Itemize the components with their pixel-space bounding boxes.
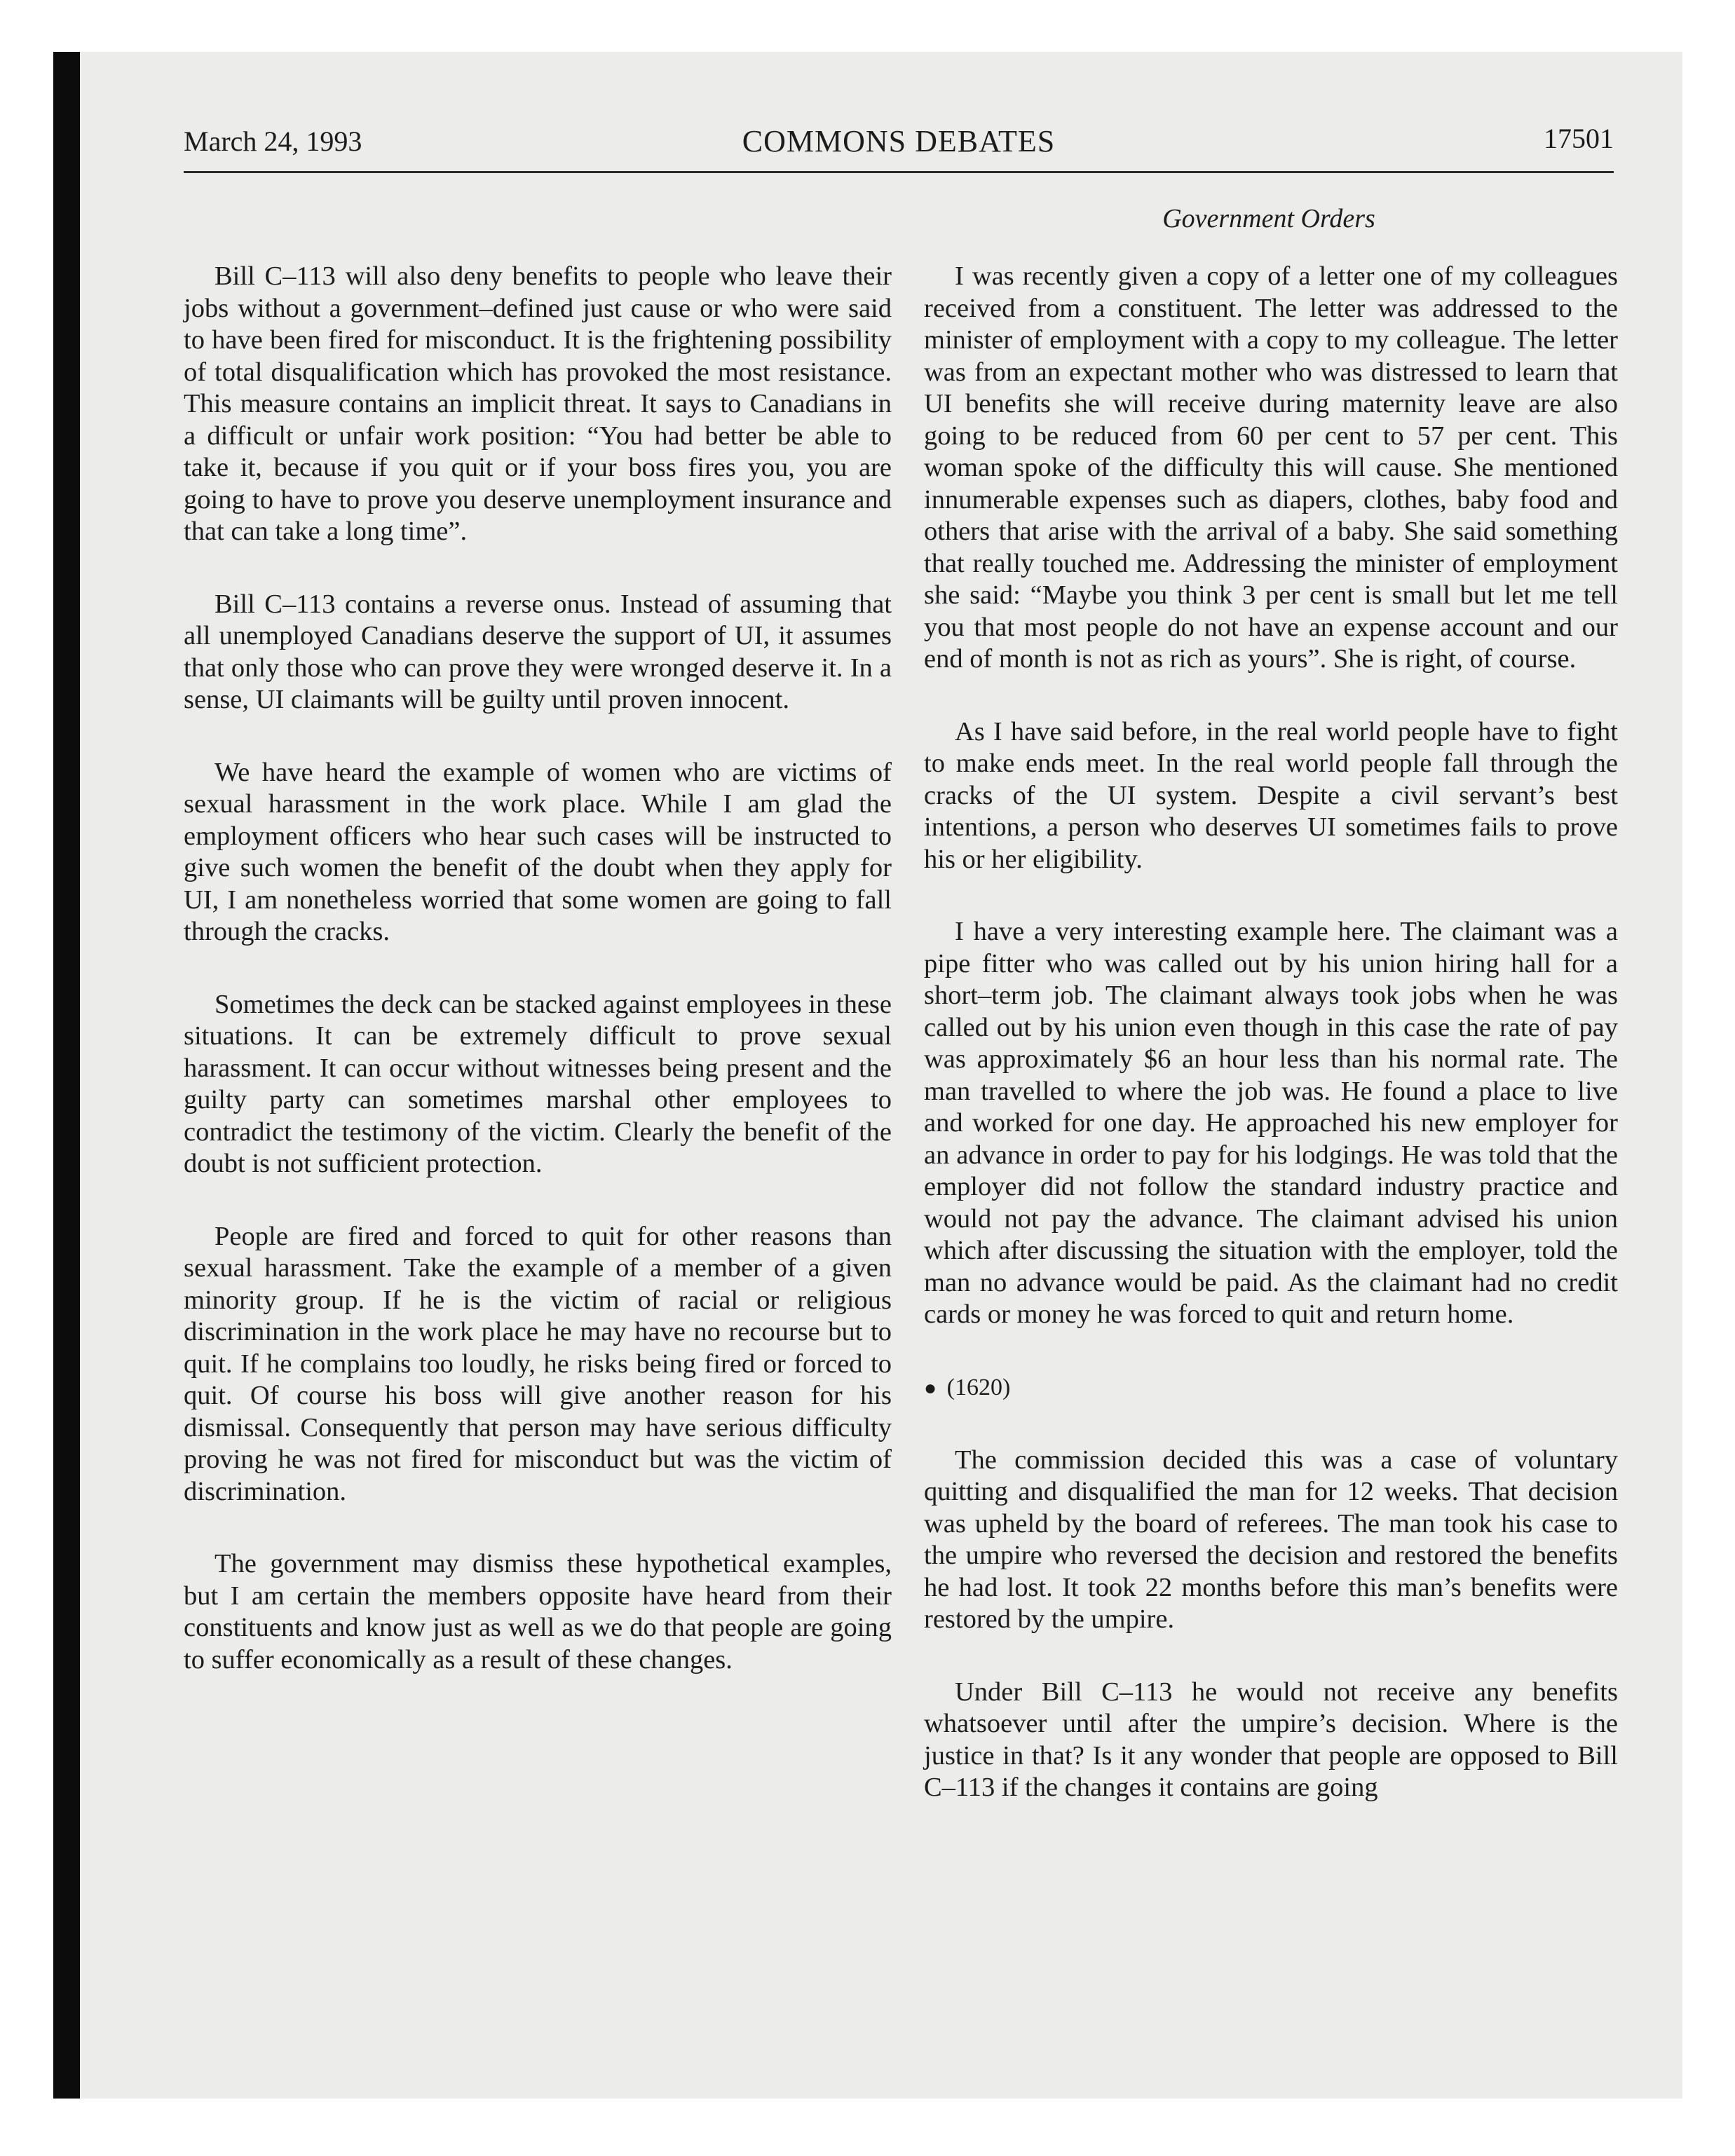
paragraph: As I have said before, in the real world people have to fight to make ends meet. In the real world people fall through the cracks of the UI system. Despite a civil servant’s best intentions, a person who deserves UI sometimes fails to prove his or her eligibility. [924,716,1618,874]
page-number: 17501 [1544,123,1614,154]
paragraph: We have heard the example of women who are victims of sexual harassment in the work place. While I am glad the employment officers who hear such cases will be instructed to give such women the benefit of the doubt when they apply for UI, I am nonetheless worried that some women are going to fall through the cracks. [184,757,892,946]
paragraph: People are fired and forced to quit for other reasons than sexual harassment. Take the example of a member of a given minority group. If he is the victim of racial or religious discrimination in the work place he may have no recourse but to quit. If he complains too loudly, he risks being fired or forced to quit. Of course his boss will give another reason for his dismissal. Consequently that person may have serious difficulty proving he was not fired for misconduct but was the victim of discrimination. [184,1221,892,1506]
header-rule [184,171,1614,173]
paragraph: The commission decided this was a case of voluntary quitting and disqualified the man for 12 weeks. That decision was upheld by the board of referees. The man took his case to the umpire who reversed the decision and restored the benefits he had lost. It took 22 months before this man’s benefits were restored by the umpire. [924,1445,1618,1634]
paragraph: Bill C–113 will also deny benefits to people who leave their jobs without a government–defined just cause or who were said to have been fired for misconduct. It is the frightening possibility of total disqualification which has provoked the most resistance. This measure contains an implicit threat. It says to Canadians in a difficult or unfair work position: “You had better be able to take it, because if you quit or if your boss fires you, you are going to have to prove you deserve unemployment insurance and that can take a long time”. [184,261,892,546]
time-marker [924,1372,1618,1404]
left-column [184,261,892,1717]
binding-shadow [53,52,80,2099]
paragraph: Sometimes the deck can be stacked against employees in these situations. It can be extremely difficult to prove sexual harassment. It can occur without witnesses being present and the guilty party can sometimes marshal other employees to contradict the testimony of the victim. Clearly the benefit of the doubt is not sufficient protection. [184,989,892,1178]
header-date: March 24, 1993 [184,125,362,157]
time-marker-text: (1620) [946,1374,1011,1400]
paragraph: The government may dismiss these hypothetical examples, but I am certain the members opposite have heard from their constituents and know just as well as we do that people are going to suffer economically as a result of these changes. [184,1549,892,1674]
paragraph: I have a very interesting example here. The claimant was a pipe fitter who was called out by his union hiring hall for a short–term job. The claimant always took jobs when he was called out by his union even though in this case the rate of pay was approximately $6 an hour less than his normal rate. The man travelled to where the job was. He found a place to live and worked for one day. He approached his new employer for an advance in order to pay for his lodgings. He was told that the employer did not follow the standard industry practice and would not pay the advance. The claimant advised his union which after discussing the situation with the employer, told the man no advance would be paid. As the claimant had no credit cards or money he was forced to quit and return home. [924,917,1618,1329]
header-title: COMMONS DEBATES [742,124,1056,158]
paragraph: Under Bill C–113 he would not receive any benefits whatsoever until after the umpire’s decision. Where is the justice in that? Is it any wonder that people are opposed to Bill C–113 if the changes it contains are going [924,1677,1618,1802]
section-title: Government Orders [1162,204,1375,233]
paragraph: Bill C–113 contains a reverse onus. Instead of assuming that all unemployed Canadians deserve the support of UI, it assumes that only those who can prove they were wronged deserve it. In a sense, UI claimants will be guilty until proven innocent. [184,589,892,714]
page-header [184,118,1614,167]
right-column [924,261,1618,1845]
bullet-icon: ● [924,1376,937,1400]
paragraph: I was recently given a copy of a letter one of my colleagues received from a constituent. The letter was addressed to the minister of employment with a copy to my colleague. The letter was from an expectant mother who was distressed to learn that UI benefits she will receive during maternity leave are also going to be reduced from 60 per cent to 57 per cent. This woman spoke of the difficulty this will cause. She mentioned innumerable expenses such as diapers, clothes, baby food and others that arise with the arrival of a baby. She said something that really touched me. Addressing the minister of employment she said: “Maybe you think 3 per cent is small but let me tell you that most people do not have an expense account and our end of month is not as rich as yours”. She is right, of course. [924,261,1618,674]
